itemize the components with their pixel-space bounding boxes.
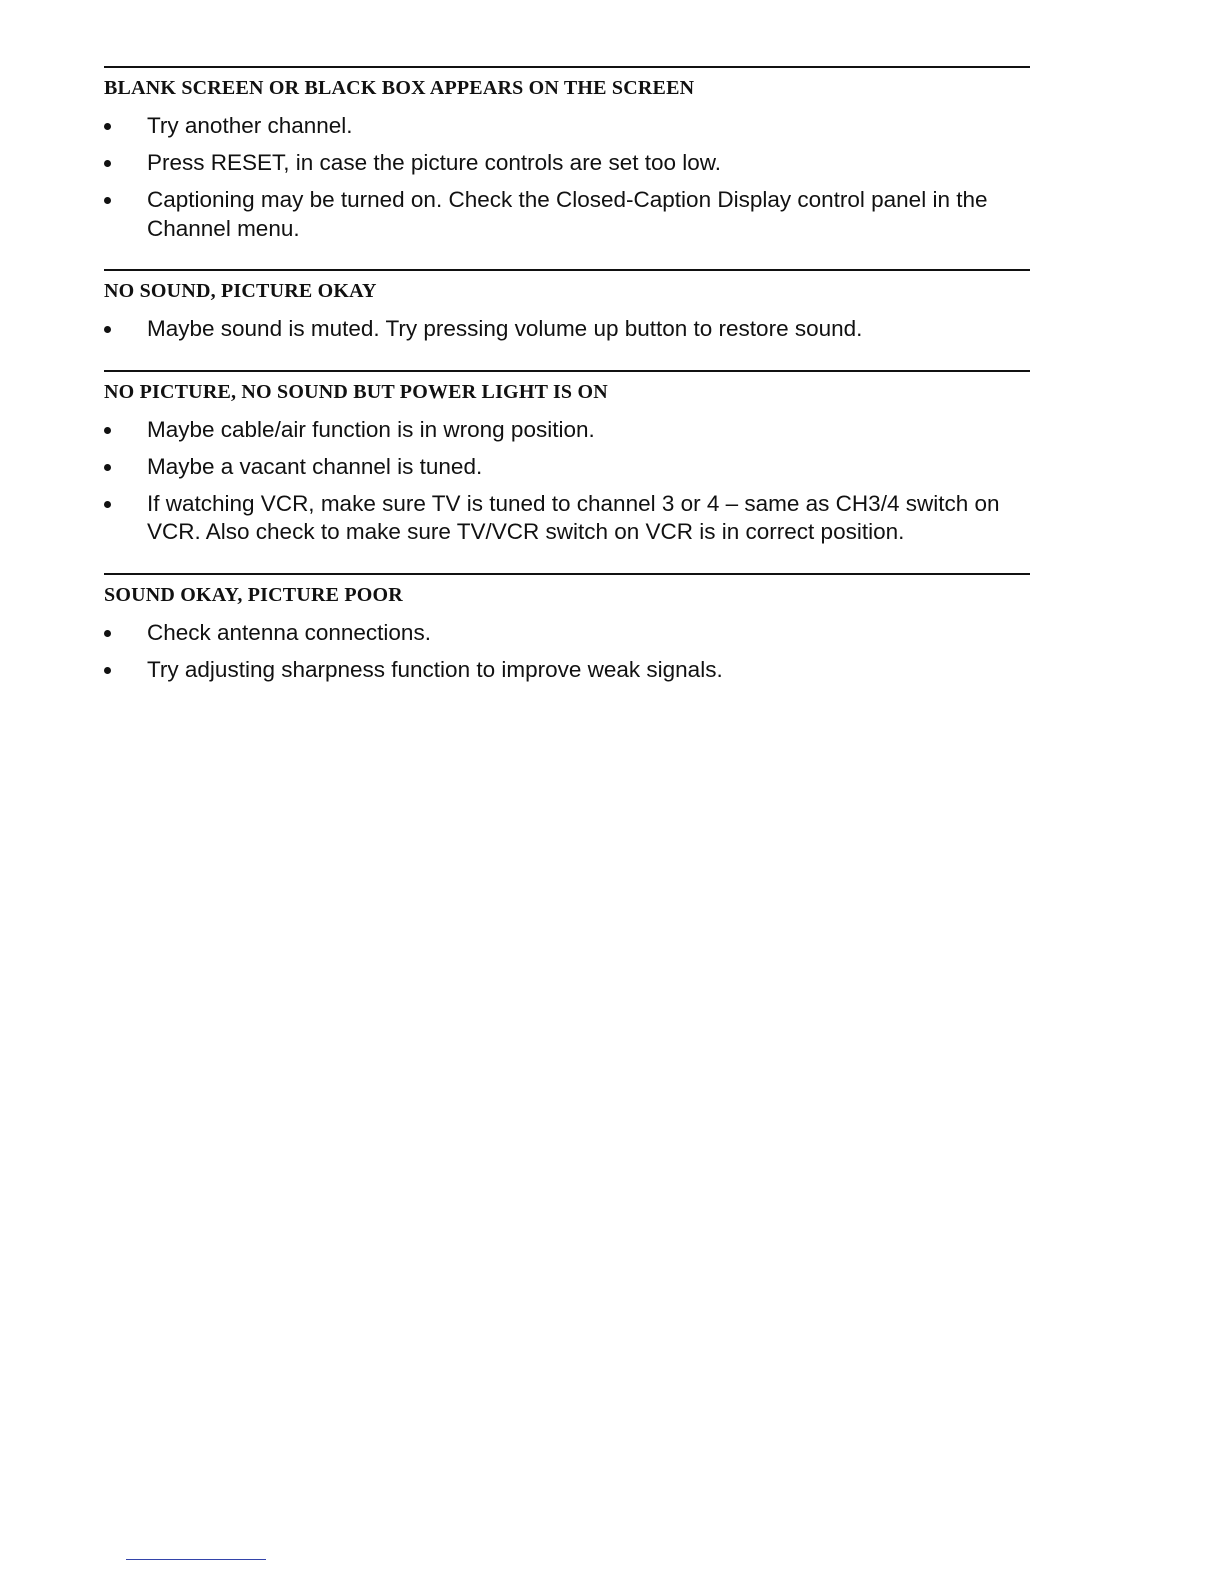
bullet-icon [104,501,111,508]
item-list [104,416,1030,547]
section-no-sound [104,269,1030,344]
list-item [104,656,1030,685]
item-text: Maybe a vacant channel is tuned. [147,453,483,479]
bullet-icon [104,197,111,204]
list-item [104,619,1030,648]
troubleshooting-page [104,66,1030,710]
section-blank-screen [104,66,1030,243]
item-text: Try adjusting sharpness function to improve weak signals. [147,656,723,682]
list-item [104,315,1030,344]
bullet-icon [104,427,111,434]
bullet-icon [104,160,111,167]
list-item [104,112,1030,141]
item-text: Press RESET, in case the picture controls are set too low. [147,150,722,175]
bullet-icon [104,667,111,674]
list-item [104,149,1030,178]
footer-rule [126,1559,266,1560]
item-text: Try another channel. [147,113,353,138]
item-list [104,315,1030,344]
section-title: NO PICTURE, NO SOUND BUT POWER LIGHT IS ON [104,380,608,403]
list-item [104,453,1030,482]
list-item [104,416,1030,445]
list-item [104,186,1030,243]
bullet-icon [104,123,111,130]
bullet-icon [104,326,111,333]
item-text: Check antenna connections. [147,619,431,645]
item-list [104,619,1030,685]
section-picture-poor [104,573,1030,685]
bullet-icon [104,630,111,637]
item-text: If watching VCR, make sure TV is tuned to channel 3 or 4 – same as CH3/4 switch on VCR. Also check to make sure TV/VCR switch on VCR is in correct position. [147,490,1000,544]
section-no-picture-no-sound [104,370,1030,547]
item-text: Maybe cable/air function is in wrong position. [147,416,595,442]
item-text: Captioning may be turned on. Check the Closed-Caption Display control panel in the Channel menu. [147,187,988,241]
item-list [104,112,1030,243]
item-text: Maybe sound is muted. Try pressing volume up button to restore sound. [147,316,863,341]
section-title: SOUND OKAY, PICTURE POOR [104,583,403,606]
section-title: BLANK SCREEN OR BLACK BOX APPEARS ON THE SCREEN [104,77,695,99]
list-item [104,490,1030,547]
bullet-icon [104,464,111,471]
section-title: NO SOUND, PICTURE OKAY [104,280,377,302]
